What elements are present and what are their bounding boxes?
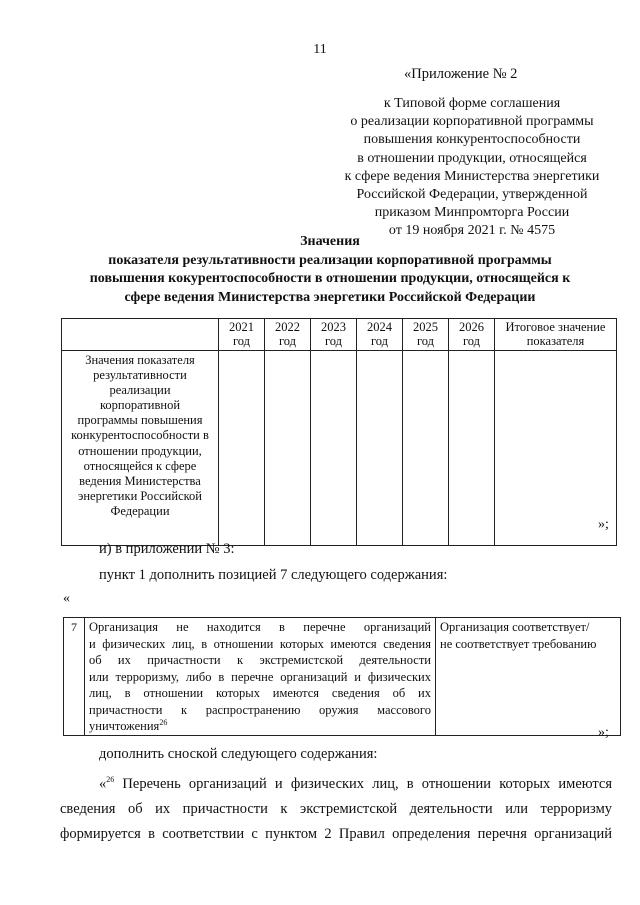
year-unit: год (232, 334, 251, 348)
requirement-line-last (89, 718, 431, 735)
position-number: 7 (64, 618, 85, 736)
final-header-line: показателя (526, 334, 585, 348)
value-cell (449, 351, 495, 546)
header-cell-final-value (495, 319, 617, 351)
closing-quote: »; (598, 725, 609, 740)
requirement-line: и физических лиц, в отношении которых имеются сведения (89, 636, 431, 651)
header-cell-year (219, 319, 265, 351)
year-label: 2022 (275, 320, 300, 334)
value-cell (357, 351, 403, 546)
row-label-line: результативности (93, 368, 187, 383)
footnote-paragraph (60, 772, 612, 847)
table-row (62, 351, 617, 546)
row-label-line: корпоративной (99, 398, 181, 413)
requirement-line: Организация не находится в перечне организаций (89, 620, 431, 634)
indicator-values-table (61, 318, 617, 546)
row-label-line: Федерации (110, 503, 170, 518)
opening-quote: « (63, 591, 70, 606)
year-unit: год (416, 334, 435, 348)
value-cell (403, 351, 449, 546)
row-label-cell (62, 351, 219, 546)
header-cell-year (265, 319, 311, 351)
year-label: 2026 (459, 320, 484, 334)
requirement-text-cell (85, 618, 436, 736)
year-label: 2025 (413, 320, 438, 334)
table-header-row (62, 319, 617, 351)
footnote-number: 26 (106, 775, 115, 785)
approval-line: в отношении продукции, относящейся (357, 150, 587, 166)
paragraph-line: формируется в соответствии с пунктом 2 Правил определения перечня организаций (60, 826, 612, 842)
heading-line: Значения (300, 234, 360, 249)
approval-line: к Типовой форме соглашения (383, 96, 561, 111)
row-label-line: отношении продукции, (78, 443, 202, 458)
header-cell-year (357, 319, 403, 351)
row-label-line: реализации (109, 383, 171, 398)
row-label-line: конкурентоспособности в (71, 428, 209, 443)
approval-block (322, 95, 622, 241)
approval-line: к сфере ведения Министерства энергетики (344, 168, 600, 184)
status-line: Организация соответствует/ (440, 620, 590, 634)
value-cell (265, 351, 311, 546)
paragraph-line: сведения об их причастности к экстремистской деятельности или терроризму (60, 801, 612, 817)
value-cell (219, 351, 265, 546)
year-unit: год (370, 334, 389, 348)
header-cell-year (311, 319, 357, 351)
punkt-text: пункт 1 дополнить позицией 7 следующего содержания: (99, 567, 448, 583)
header-cell-year (403, 319, 449, 351)
row-label-line: относящейся к сфере (83, 458, 197, 473)
heading-line: сфере ведения Министерства энергетики Российской Федерации (124, 289, 536, 305)
header-cell-year (449, 319, 495, 351)
paragraph-text: Перечень организаций и физических лиц, в отношении которых имеются (122, 776, 613, 792)
approval-line: Российской Федерации, утвержденной (356, 187, 588, 203)
page-number: 11 (313, 42, 327, 57)
add-footnote-text: дополнить сноской следующего содержания: (99, 746, 378, 762)
row-label-line: энергетики Российской (77, 488, 202, 503)
requirement-line: об их причастности к экстремистской деятельности (89, 653, 431, 667)
approval-line: приказом Минпромторга России (374, 205, 570, 221)
paragraph-open-quote: « (99, 776, 107, 792)
requirement-table (63, 617, 621, 736)
heading-line: показателя результативности реализации корпоративной программы (108, 252, 552, 268)
table-row (64, 618, 621, 736)
requirement-line: лиц, в отношении которых имеются сведения об их (89, 686, 431, 700)
heading-line: повышения кокурентоспособности в отношении продукции, относящейся к (89, 271, 571, 286)
requirement-line: причастности к распространению оружия массового (89, 702, 431, 717)
requirement-line: или терроризму, либо в перечне организаций и физических (89, 669, 431, 684)
appendix-title: «Приложение № 2 (404, 66, 518, 82)
status-cell (436, 618, 621, 736)
row-label-line: Значения показателя (85, 353, 195, 367)
approval-line: от 19 ноября 2021 г. № 4575 (388, 223, 556, 239)
footnote-marker: 26 (159, 717, 168, 727)
approval-line: повышения конкурентоспособности (363, 132, 581, 148)
value-cell (311, 351, 357, 546)
closing-quote: »; (598, 517, 609, 532)
year-label: 2023 (321, 320, 346, 334)
row-label-line: программы повышения (77, 413, 203, 428)
approval-line: о реализации корпоративной программы (350, 114, 594, 130)
table-heading (60, 233, 600, 307)
year-unit: год (278, 334, 297, 348)
row-label-line: ведения Министерства (79, 473, 201, 488)
header-cell-empty (62, 319, 219, 351)
year-label: 2021 (229, 320, 254, 334)
year-unit: год (324, 334, 343, 348)
year-unit: год (462, 334, 481, 348)
paragraph-line (60, 772, 612, 797)
requirement-line: уничтожения (89, 719, 160, 733)
item-i: и) в приложении № 3: (99, 541, 235, 557)
final-header-line: Итоговое значение (505, 320, 606, 334)
status-line: не соответствует требованию (440, 636, 597, 651)
year-label: 2024 (367, 320, 392, 334)
